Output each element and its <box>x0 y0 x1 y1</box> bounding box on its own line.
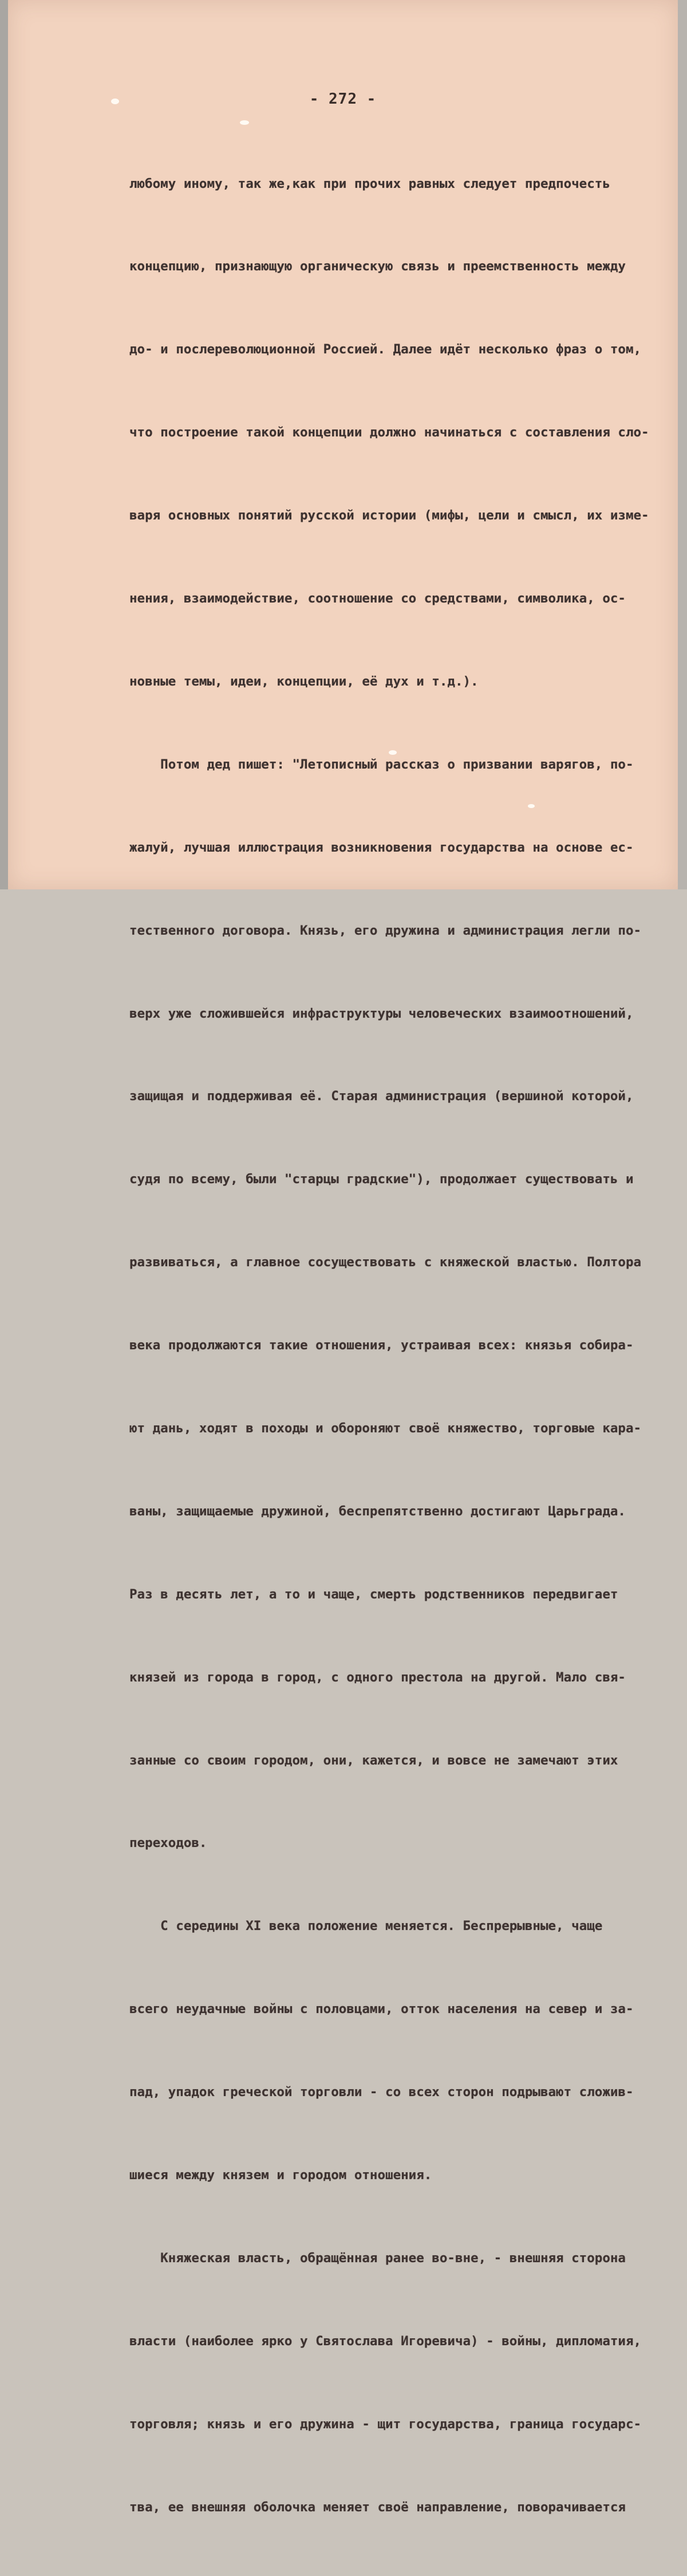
text-line: что построение такой концепции должно начинаться с составления сло- <box>129 425 649 440</box>
text-line: тественного договора. Князь, его дружина и администрация легли по- <box>129 923 642 938</box>
text-line: Княжеская власть, обращённая ранее во-вне, - внешняя сторона <box>129 2250 626 2266</box>
text-line: занные со своим городом, они, кажется, и вовсе не замечают этих <box>129 1752 618 1768</box>
text-line: до- и послереволюционной Россией. Далее идёт несколько фраз о том, <box>129 342 642 357</box>
body-text <box>129 115 679 2576</box>
text-line: защищая и поддерживая её. Старая администрация (вершиной которой, <box>129 1089 634 1104</box>
text-line: любому иному, так же,как при прочих равных следует предпочесть <box>129 176 610 191</box>
paper-speck <box>528 804 535 808</box>
scan-right-edge <box>678 0 687 889</box>
text-line: ваны, защищаемые дружиной, беспрепятственно достигают Царьграда. <box>129 1503 626 1519</box>
text-line: Потом дед пишет: "Летописный рассказ о призвании варягов, по- <box>129 757 634 772</box>
text-line: жалуй, лучшая иллюстрация возникновения государства на основе ес- <box>129 840 634 855</box>
text-line: нения, взаимодействие, соотношение со средствами, символика, ос- <box>129 591 626 606</box>
page-number: - 272 - <box>309 90 377 108</box>
text-line: развиваться, а главное сосуществовать с княжеской властью. Полтора <box>129 1255 642 1270</box>
paper-speck <box>240 120 249 125</box>
text-line: верх уже сложившейся инфраструктуры человеческих взаимоотношений, <box>129 1006 634 1021</box>
text-line: тва, ее внешняя оболочка меняет своё направление, поворачивается <box>129 2499 626 2515</box>
text-line: переходов. <box>129 1836 207 1851</box>
text-line: торговля; князь и его дружина - щит государства, граница государс- <box>129 2416 642 2432</box>
text-line: варя основных понятий русской истории (мифы, цели и смысл, их изме- <box>129 508 649 523</box>
scan-left-edge <box>0 0 8 889</box>
paper-speck <box>111 99 119 104</box>
text-line: новные темы, идеи, концепции, её дух и т.д.). <box>129 673 479 689</box>
text-line: ют дань, ходят в походы и обороняют своё княжество, торговые кара- <box>129 1420 642 1436</box>
text-line: власти (наиболее ярко у Святослава Игоревича) - войны, дипломатия, <box>129 2333 642 2349</box>
text-line: пад, упадок греческой торговли - со всех сторон подрывают сложив- <box>129 2085 634 2100</box>
text-line: шиеся между князем и городом отношения. <box>129 2167 432 2183</box>
document-page <box>8 0 678 2515</box>
paper-speck <box>389 750 397 755</box>
text-line: С середины XI века положение меняется. Беспрерывные, чаще <box>129 1919 603 1934</box>
text-line: концепцию, признающую органическую связь и преемственность между <box>129 259 626 274</box>
text-line: всего неудачные войны с половцами, отток населения на север и за- <box>129 2002 634 2017</box>
text-line: князей из города в город, с одного престола на другой. Мало свя- <box>129 1669 626 1685</box>
text-line: Раз в десять лет, а то и чаще, смерть родственников передвигает <box>129 1586 618 1602</box>
text-line: века продолжаются такие отношения, устраивая всех: князья собира- <box>129 1338 634 1353</box>
text-line: судя по всему, были "старцы градские"), продолжает существовать и <box>129 1172 634 1187</box>
